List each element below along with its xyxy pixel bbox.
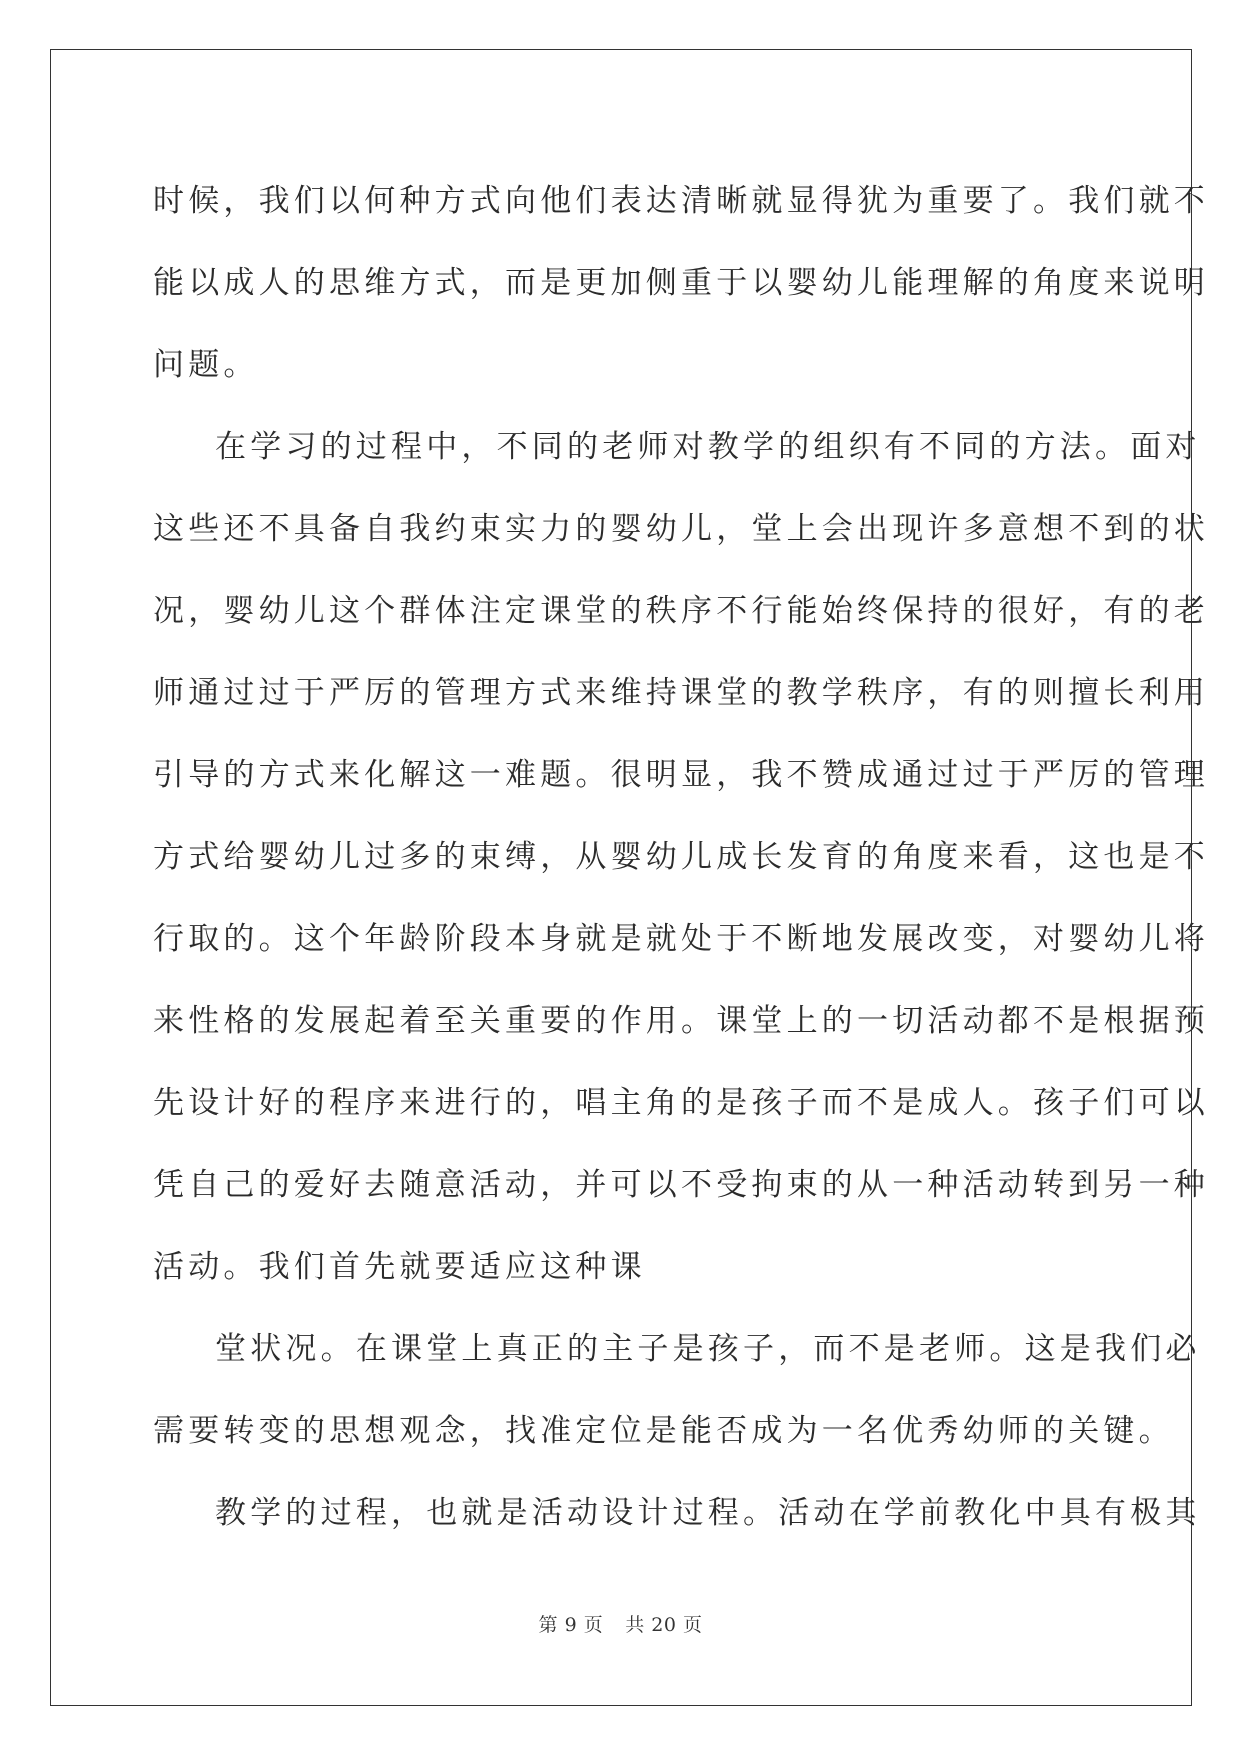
text-line-1: 时候，我们以何种方式向他们表达清晰就显得犹为重要了。我们就不 — [153, 183, 1209, 219]
text-line-5: 这些还不具备自我约束实力的婴幼儿，堂上会出现许多意想不到的状 — [153, 511, 1209, 547]
text-line-7: 师通过过于严厉的管理方式来维持课堂的教学秩序，有的则擅长利用 — [153, 675, 1209, 711]
text-line-2: 能以成人的思维方式，而是更加侧重于以婴幼儿能理解的角度来说明 — [153, 265, 1209, 301]
text-line-3: 问题。 — [153, 347, 259, 383]
page-total: 共 20 页 — [625, 1614, 703, 1636]
text-line-15: 堂状况。在课堂上真正的主子是孩子，而不是老师。这是我们必 — [215, 1331, 1201, 1367]
body-text — [153, 160, 1209, 1554]
text-line-8: 引导的方式来化解这一难题。很明显，我不赞成通过过于严厉的管理 — [153, 757, 1209, 793]
page-footer — [0, 1610, 1241, 1637]
text-line-12: 先设计好的程序来进行的，唱主角的是孩子而不是成人。孩子们可以 — [153, 1085, 1209, 1121]
text-line-10: 行取的。这个年龄阶段本身就是就处于不断地发展改变，对婴幼儿将 — [153, 921, 1209, 957]
text-line-17: 教学的过程，也就是活动设计过程。活动在学前教化中具有极其 — [215, 1495, 1201, 1531]
text-line-11: 来性格的发展起着至关重要的作用。课堂上的一切活动都不是根据预 — [153, 1003, 1209, 1039]
text-line-16: 需要转变的思想观念，找准定位是能否成为一名优秀幼师的关键。 — [153, 1413, 1174, 1449]
text-line-14: 活动。我们首先就要适应这种课 — [153, 1249, 646, 1285]
text-line-13: 凭自己的爱好去随意活动，并可以不受拘束的从一种活动转到另一种 — [153, 1167, 1209, 1203]
page-number: 第 9 页 — [538, 1614, 604, 1636]
text-line-4: 在学习的过程中，不同的老师对教学的组织有不同的方法。面对 — [215, 429, 1201, 465]
text-line-6: 况，婴幼儿这个群体注定课堂的秩序不行能始终保持的很好，有的老 — [153, 593, 1209, 629]
text-line-9: 方式给婴幼儿过多的束缚，从婴幼儿成长发育的角度来看，这也是不 — [153, 839, 1209, 875]
